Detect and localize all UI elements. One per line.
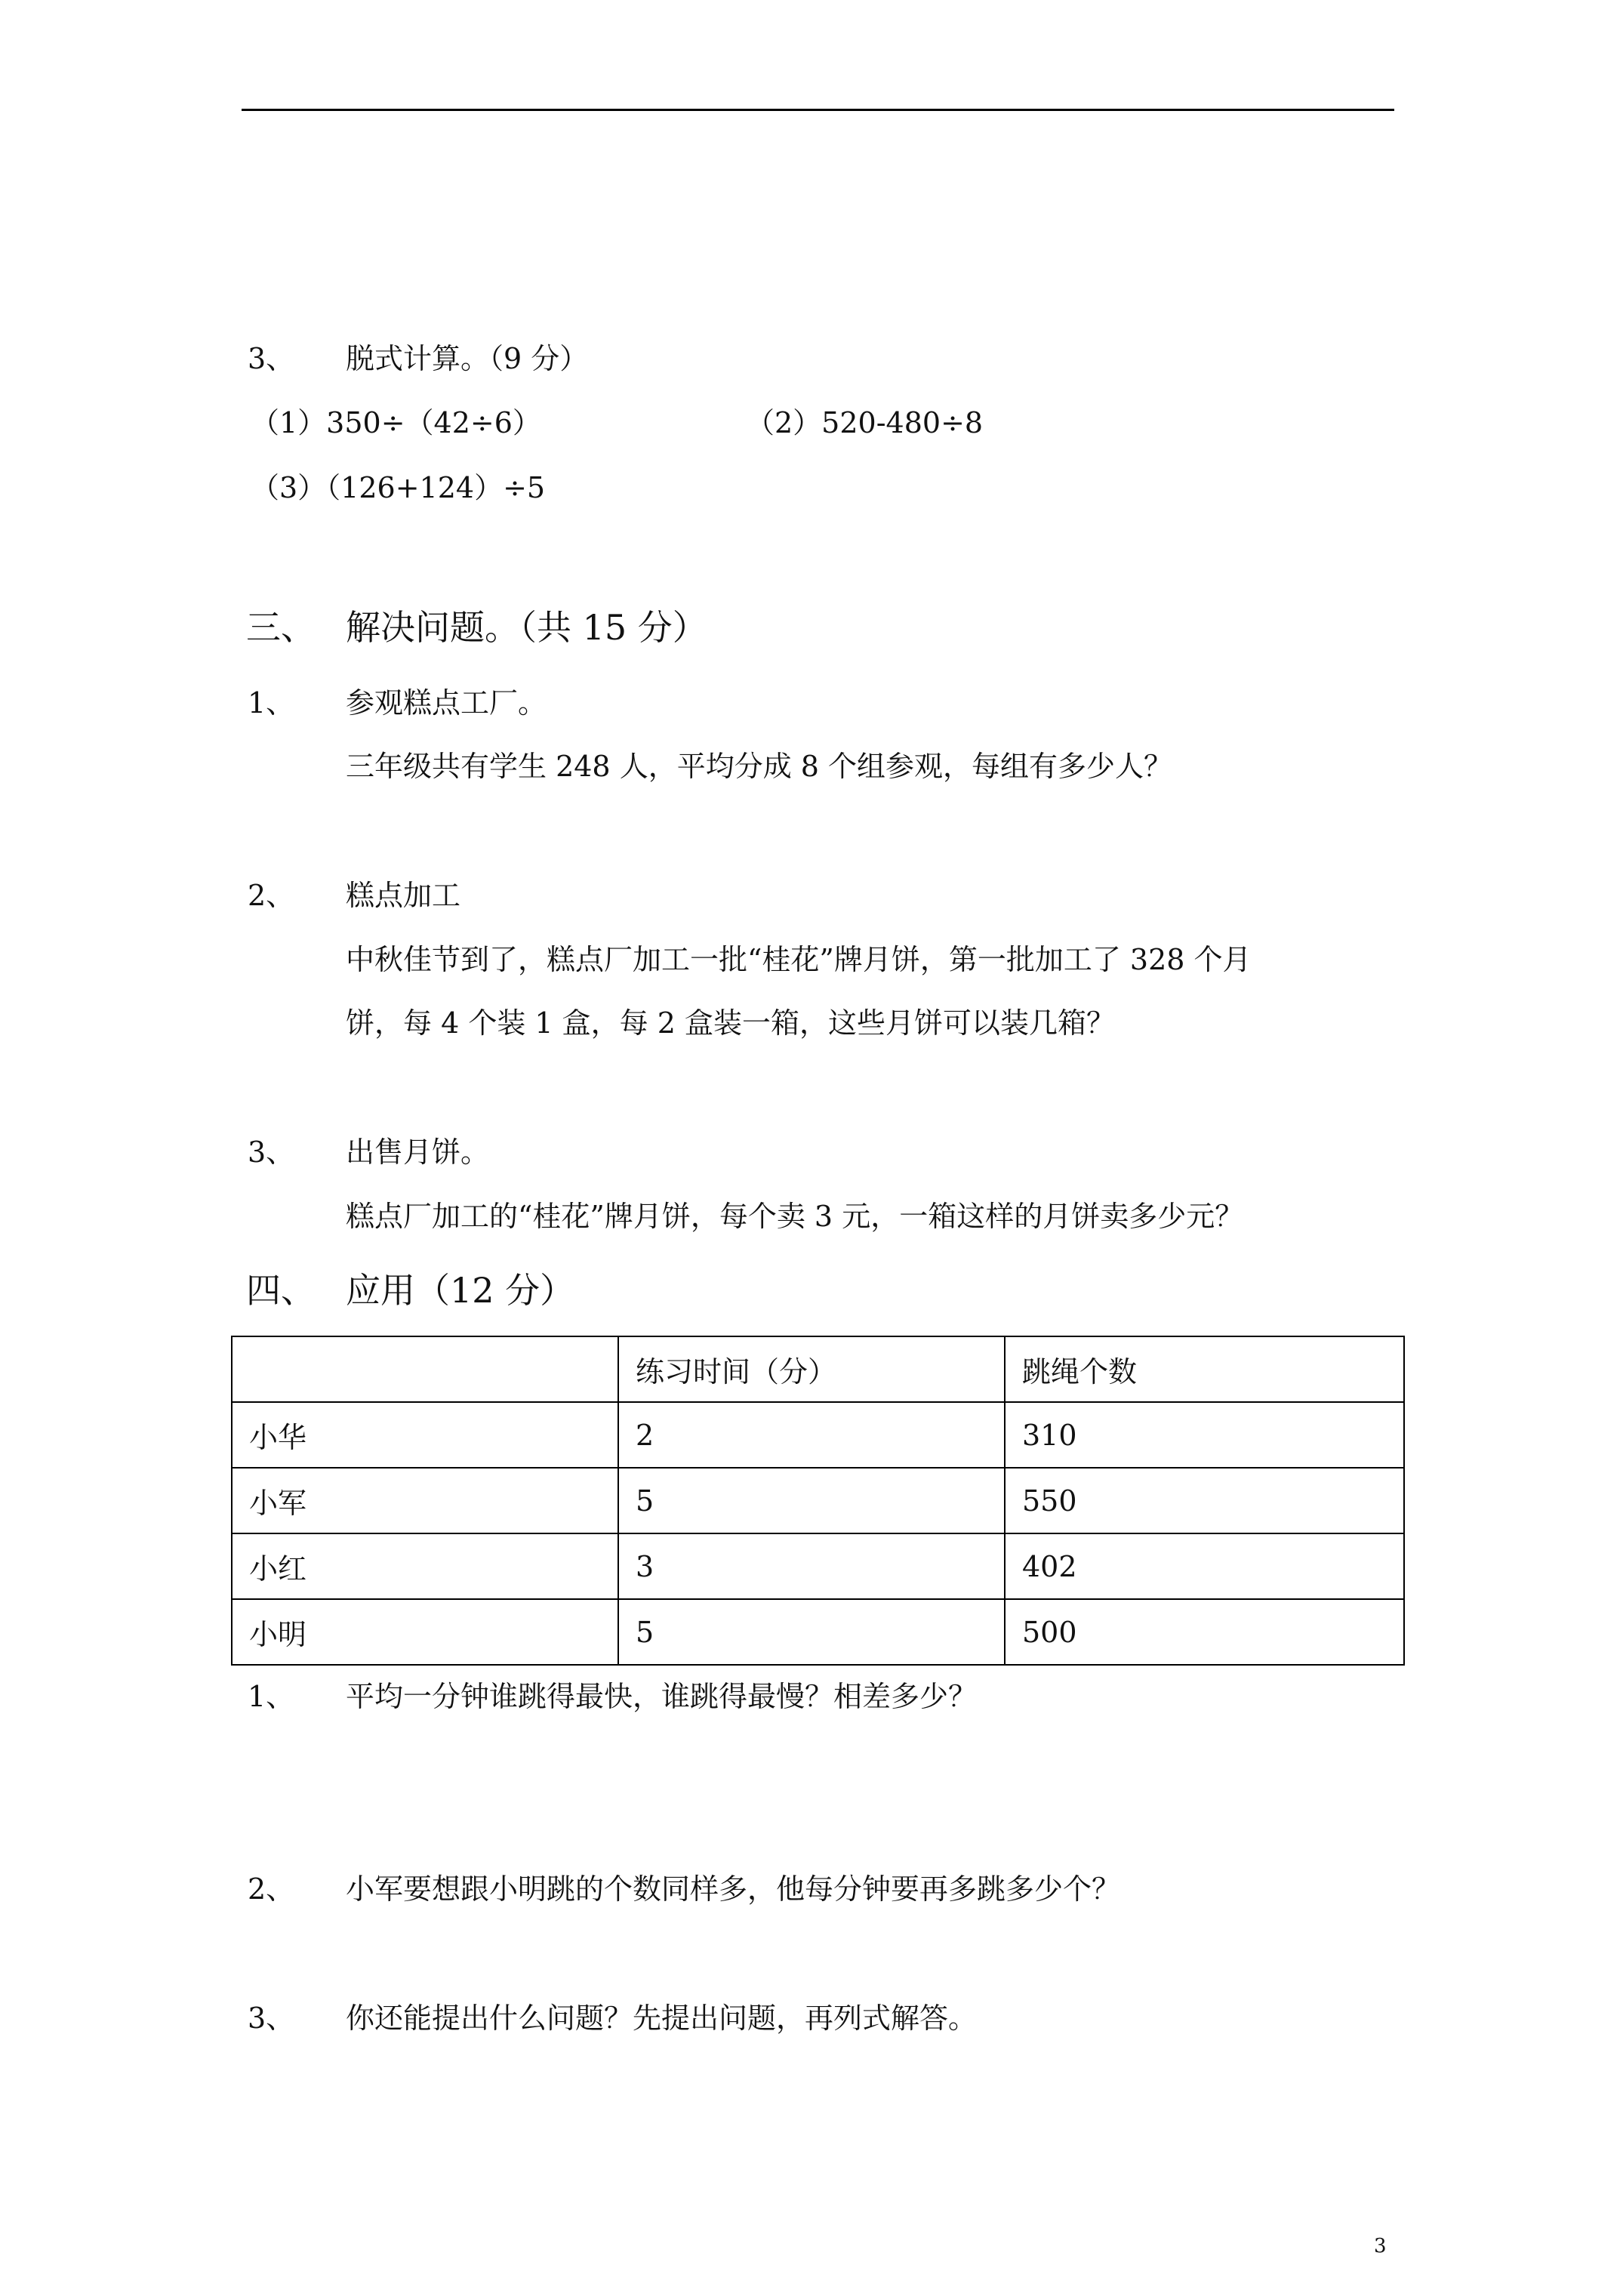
problem1-title: 参观糕点工厂。 [346,686,547,720]
table-cell-name: 小军 [232,1468,618,1533]
calc-title: 脱式计算。（9 分） [346,342,589,375]
problem2-text-line2: 饼，每 4 个装 1 盒，每 2 盒装一箱，这些月饼可以装几箱？ [346,1006,1116,1040]
table-header-cell: 练习时间（分） [618,1336,1005,1402]
table-cell-name: 小红 [232,1533,618,1599]
calc-item-2: （2）520-480÷8 [746,406,984,439]
section4-number: 四、 [246,1270,316,1311]
table-cell-count: 550 [1005,1468,1404,1533]
table-header-cell [232,1336,618,1402]
table-cell-count: 500 [1005,1599,1404,1665]
problem3-text: 糕点厂加工的“桂花”牌月饼，每个卖 3 元，一箱这样的月饼卖多少元？ [346,1200,1244,1233]
problem1-text: 三年级共有学生 248 人，平均分成 8 个组参观，每组有多少人？ [346,750,1173,783]
table-cell-name: 小明 [232,1599,618,1665]
table-cell-time: 3 [618,1533,1005,1599]
table-row [232,1533,1404,1599]
table-row [232,1468,1404,1533]
table-row [232,1402,1404,1468]
section4-title: 应用（12 分） [346,1270,575,1311]
section3-number: 三、 [246,607,316,648]
problem2-number: 2、 [248,879,295,912]
jump-rope-table [231,1336,1405,1666]
problem2-title: 糕点加工 [346,879,461,912]
table-cell-name: 小华 [232,1402,618,1468]
problem3-number: 3、 [248,1136,295,1169]
table-header-cell: 跳绳个数 [1005,1336,1404,1402]
table-row [232,1599,1404,1665]
problem1-number: 1、 [248,686,295,720]
problem2-text-line1: 中秋佳节到了，糕点厂加工一批“桂花”牌月饼，第一批加工了 328 个月 [346,943,1252,976]
table-cell-time: 5 [618,1599,1005,1665]
section3-title: 解决问题。（共 15 分） [346,607,707,648]
problem3-title: 出售月饼。 [346,1136,490,1169]
question1-text: 平均一分钟谁跳得最快，谁跳得最慢？相差多少？ [346,1680,978,1713]
table-header-row [232,1336,1404,1402]
calc-item-3: （3）（126+124）÷5 [251,471,546,504]
question3-number: 3、 [248,2002,295,2035]
question3-text: 你还能提出什么问题？先提出问题，再列式解答。 [346,2002,978,2035]
question2-number: 2、 [248,1872,295,1906]
question2-text: 小军要想跟小明跳的个数同样多，他每分钟要再多跳多少个？ [346,1872,1121,1906]
table-cell-count: 310 [1005,1402,1404,1468]
page-number: 3 [1374,2235,1387,2257]
calc-item-1: （1）350÷（42÷6） [251,406,541,439]
table-cell-count: 402 [1005,1533,1404,1599]
calc-number: 3、 [248,342,295,375]
question1-number: 1、 [248,1680,295,1713]
table-cell-time: 2 [618,1402,1005,1468]
header-rule [242,109,1394,111]
table-cell-time: 5 [618,1468,1005,1533]
